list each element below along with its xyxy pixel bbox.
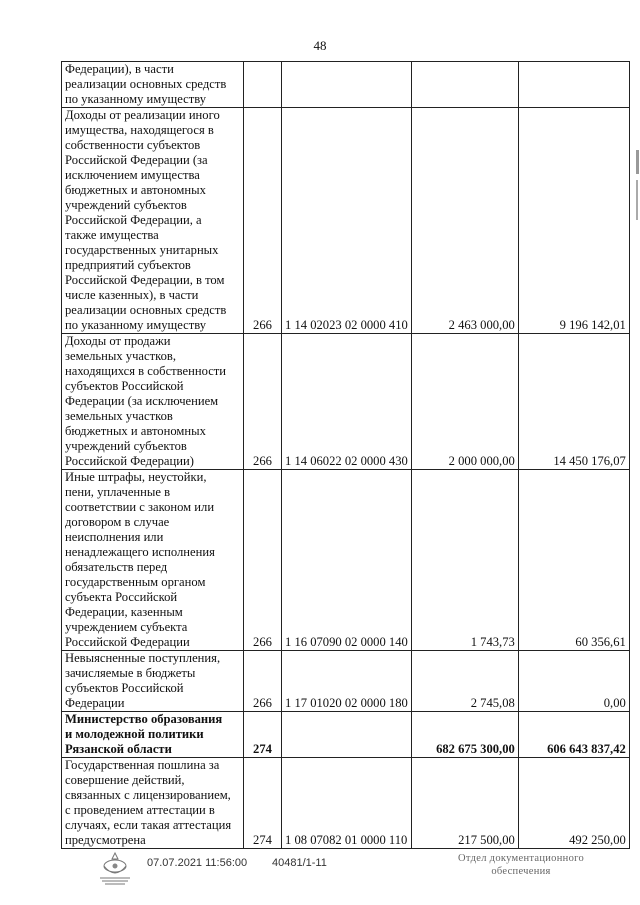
row-budget-code-cell	[282, 712, 412, 758]
row-admin-code-text: 266	[253, 696, 272, 710]
row-actual-amount-cell	[518, 712, 629, 758]
row-plan-amount-text: 1 743,73	[470, 635, 515, 649]
row-admin-code-text: 266	[253, 635, 272, 649]
row-budget-code-text: 1 16 07090 02 0000 140	[285, 635, 408, 649]
row-admin-code-cell	[244, 108, 282, 334]
row-plan-amount-cell	[411, 108, 518, 334]
revenue-table-body	[62, 62, 630, 849]
row-plan-amount-cell	[411, 712, 518, 758]
row-budget-code-cell	[282, 62, 412, 108]
row-name-text: Невыясненные поступления, зачисляемые в бюджеты субъектов Российской Федерации	[65, 651, 221, 710]
row-actual-amount-cell	[518, 334, 629, 470]
row-budget-code-text: 1 14 06022 02 0000 430	[285, 454, 408, 468]
row-admin-code-text: 274	[253, 742, 272, 756]
row-actual-amount-text: 492 250,00	[569, 833, 626, 847]
table-row	[62, 712, 630, 758]
row-budget-code-text: 1 17 01020 02 0000 180	[285, 696, 408, 710]
row-name-text: Федерации), в части реализации основных средств по указанному имуществу	[65, 62, 227, 106]
row-admin-code-cell	[244, 651, 282, 712]
row-actual-amount-text: 60 356,61	[575, 635, 626, 649]
row-admin-code-text: 266	[253, 318, 272, 332]
row-actual-amount-text: 0,00	[603, 696, 626, 710]
row-actual-amount-cell	[518, 108, 629, 334]
row-actual-amount-cell	[518, 470, 629, 651]
row-name-cell	[62, 62, 244, 108]
row-name-text: Министерство образования и молодежной политики Рязанской области	[65, 712, 223, 756]
table-row	[62, 758, 630, 849]
row-admin-code-cell	[244, 62, 282, 108]
row-admin-code-text: 274	[253, 833, 272, 847]
table-row	[62, 108, 630, 334]
row-plan-amount-text: 217 500,00	[458, 833, 515, 847]
row-plan-amount-cell	[411, 334, 518, 470]
table-row	[62, 651, 630, 712]
table-row	[62, 470, 630, 651]
row-budget-code-cell	[282, 470, 412, 651]
coat-of-arms-icon	[96, 850, 134, 886]
row-actual-amount-cell	[518, 62, 629, 108]
row-admin-code-cell	[244, 470, 282, 651]
row-name-cell	[62, 712, 244, 758]
row-plan-amount-cell	[411, 651, 518, 712]
row-name-cell	[62, 108, 244, 334]
footer-stamp: Отдел документационного обеспечения	[457, 853, 585, 877]
row-name-text: Доходы от реализации иного имущества, находящегося в собственности субъектов Российской Федерации (за исключением имущества бюджетных и автономных учреждений субъектов Российской Федерации, а также имущества государственных унитарных предприятий субъектов Российской Федерации, в том числе казенных), в части реализации основных средств по указанному имуществу	[65, 108, 227, 332]
row-name-cell	[62, 470, 244, 651]
row-budget-code-text: 1 08 07082 01 0000 110	[285, 833, 408, 847]
row-admin-code-cell	[244, 758, 282, 849]
revenue-table	[61, 61, 630, 849]
row-actual-amount-cell	[518, 651, 629, 712]
scan-edge-marks	[632, 150, 640, 230]
row-budget-code-cell	[282, 334, 412, 470]
row-budget-code-text: 1 14 02023 02 0000 410	[285, 318, 408, 332]
row-plan-amount-text: 2 745,08	[470, 696, 515, 710]
row-admin-code-text: 266	[253, 454, 272, 468]
page-number: 48	[313, 38, 327, 53]
row-plan-amount-cell	[411, 62, 518, 108]
table-row	[62, 334, 630, 470]
table-row	[62, 62, 630, 108]
row-plan-amount-text: 2 000 000,00	[448, 454, 515, 468]
row-budget-code-cell	[282, 758, 412, 849]
row-admin-code-cell	[244, 712, 282, 758]
row-plan-amount-cell	[411, 470, 518, 651]
row-name-text: Иные штрафы, неустойки, пени, уплаченные в соответствии с законом или договором в случае неисполнения или ненадлежащего исполнения обязательств перед государственным органом субъекта Российской Федерации, казенным учреждением субъекта Российской Федерации	[65, 470, 215, 649]
row-plan-amount-text: 2 463 000,00	[448, 318, 515, 332]
row-name-cell	[62, 651, 244, 712]
row-budget-code-cell	[282, 651, 412, 712]
row-plan-amount-text: 682 675 300,00	[436, 742, 515, 756]
row-actual-amount-cell	[518, 758, 629, 849]
footer-date: 07.07.2021 11:56:00	[147, 857, 248, 869]
row-name-cell	[62, 334, 244, 470]
row-name-text: Государственная пошлина за совершение действий, связанных с лицензированием, с проведением аттестации в случаях, если такая аттестация предусмотрена	[65, 758, 232, 847]
document-footer	[0, 844, 640, 894]
row-actual-amount-text: 606 643 837,42	[547, 742, 626, 756]
footer-doc-number: 40481/1-11	[272, 857, 327, 869]
row-actual-amount-text: 14 450 176,07	[553, 454, 626, 468]
row-admin-code-cell	[244, 334, 282, 470]
row-budget-code-cell	[282, 108, 412, 334]
row-name-text: Доходы от продажи земельных участков, находящихся в собственности субъектов Российской Федерации (за исключением земельных участков бюджетных и автономных учреждений субъектов Российской Федерации)	[65, 334, 227, 468]
row-name-cell	[62, 758, 244, 849]
row-plan-amount-cell	[411, 758, 518, 849]
row-actual-amount-text: 9 196 142,01	[559, 318, 626, 332]
